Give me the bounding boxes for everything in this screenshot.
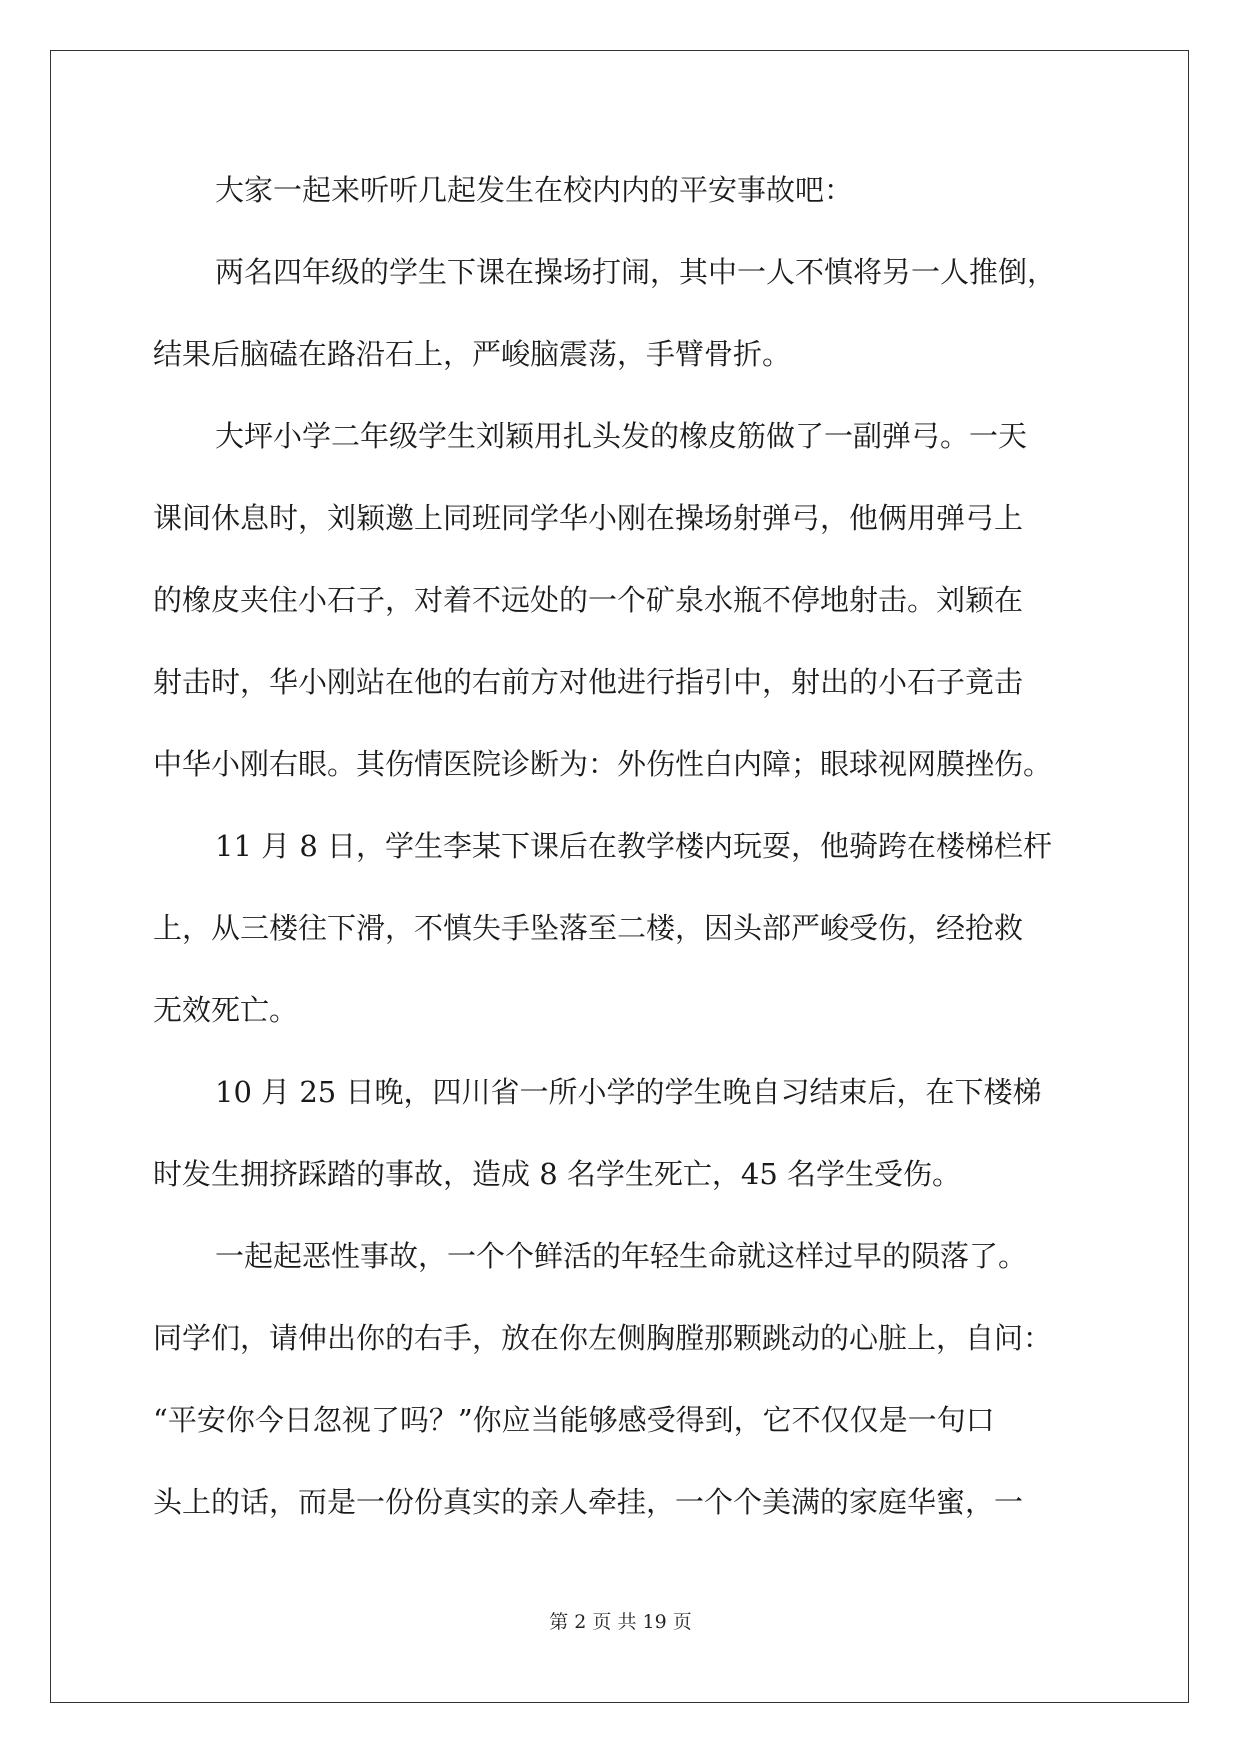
- text-line: 11 月 8 日，学生李某下课后在教学楼内玩耍，他骑跨在楼梯栏杆: [215, 829, 1053, 863]
- paragraph-3: [153, 414, 1093, 824]
- text-line: 上，从三楼往下滑，不慎失手坠落至二楼，因头部严峻受伤，经抢救: [153, 911, 1024, 945]
- paragraph-6: [153, 1234, 1093, 1562]
- paragraph-4: [153, 824, 1093, 1070]
- page-footer: 第 2 页 共 19 页: [549, 1611, 692, 1633]
- text-line: 两名四年级的学生下课在操场打闹，其中一人不慎将另一人推倒，: [215, 255, 1057, 289]
- text-line: 中华小刚右眼。其伤情医院诊断为：外伤性白内障；眼球视网膜挫伤。: [153, 747, 1053, 781]
- text-line: 无效死亡。: [153, 993, 299, 1027]
- text-line: 时发生拥挤踩踏的事故，造成 8 名学生死亡，45 名学生受伤。: [153, 1157, 962, 1191]
- paragraph-2: [153, 250, 1093, 414]
- text-line: 射击时，华小刚站在他的右前方对他进行指引中，射出的小石子竟击: [153, 665, 1024, 699]
- paragraph-5: [153, 1070, 1093, 1234]
- text-line: 头上的话，而是一份份真实的亲人牵挂，一个个美满的家庭华蜜，一: [153, 1485, 1024, 1519]
- text-line: 结果后脑磕在路沿石上，严峻脑震荡，手臂骨折。: [153, 337, 792, 371]
- text-line: 课间休息时，刘颖邀上同班同学华小刚在操场射弹弓，他俩用弹弓上: [153, 501, 1024, 535]
- text-line: 的橡皮夹住小石子，对着不远处的一个矿泉水瓶不停地射击。刘颖在: [153, 583, 1024, 617]
- document-body: [153, 168, 1093, 1562]
- text-line: “平安你今日忽视了吗？”你应当能够感受得到，它不仅仅是一句口: [153, 1403, 995, 1437]
- text-line: 同学们，请伸出你的右手，放在你左侧胸膛那颗跳动的心脏上，自问：: [153, 1321, 1053, 1355]
- text-line: 大坪小学二年级学生刘颖用扎头发的橡皮筋做了一副弹弓。一天: [215, 419, 1028, 453]
- text-line: 一起起恶性事故，一个个鲜活的年轻生命就这样过早的陨落了。: [215, 1239, 1028, 1273]
- paragraph-1: [153, 168, 1093, 250]
- text-line: 大家一起来听听几起发生在校内内的平安事故吧：: [215, 173, 854, 207]
- text-line: 10 月 25 日晚，四川省一所小学的学生晚自习结束后，在下楼梯: [215, 1075, 1042, 1109]
